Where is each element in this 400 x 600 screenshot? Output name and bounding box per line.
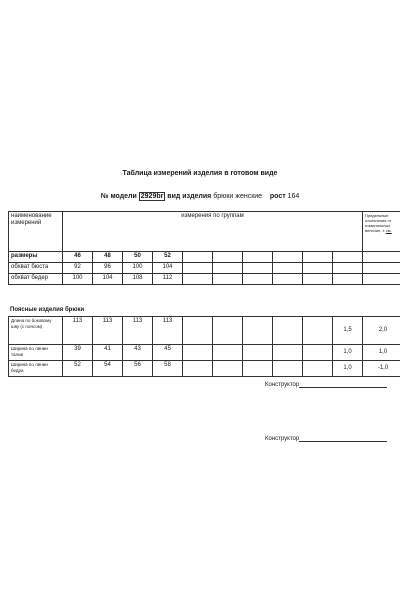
empty-cell <box>363 263 400 274</box>
empty-cell <box>273 361 303 377</box>
name-header: наименование измерений <box>9 212 63 252</box>
type-value: брюки женские <box>213 193 263 200</box>
empty-cell <box>303 263 333 274</box>
row-label: Длина по боковому шву (с поясом) <box>9 317 63 345</box>
empty-cell <box>243 317 273 345</box>
signature-line <box>299 381 387 388</box>
tolerance-header-text: Предельные отклонения от номинальных величин, ± <box>365 213 392 233</box>
tolerance-cell: -1,0 <box>363 361 400 377</box>
sizes-row <box>9 252 400 263</box>
empty-cell <box>333 252 363 263</box>
size-cell: 52 <box>153 252 183 263</box>
empty-cell <box>303 274 333 285</box>
empty-cell <box>183 252 213 263</box>
section-title: Поясные изделия брюки <box>10 307 85 313</box>
empty-cell <box>303 317 333 345</box>
empty-cell <box>183 317 213 345</box>
empty-cell <box>273 274 303 285</box>
empty-cell <box>273 263 303 274</box>
table-row <box>9 263 400 274</box>
tolerance-cell: 1,0 <box>363 345 400 361</box>
empty-cell <box>213 317 243 345</box>
empty-cell <box>243 252 273 263</box>
model-label: № модели <box>100 193 137 200</box>
row-label: обхват бедер <box>9 274 63 285</box>
value-cell: 45 <box>153 345 183 361</box>
constructor-label: Конструктор <box>265 436 300 442</box>
row-label: обхват бюста <box>9 263 63 274</box>
empty-cell <box>183 274 213 285</box>
measurements-table <box>8 211 400 285</box>
value-cell: 112 <box>153 274 183 285</box>
value-cell: 52 <box>63 361 93 377</box>
value-cell: 58 <box>153 361 183 377</box>
tolerance-cell: 1,5 <box>333 317 363 345</box>
height-label: рост <box>269 193 286 200</box>
empty-cell <box>363 274 400 285</box>
document-title: Таблица измерений изделия в готовом виде <box>122 170 278 177</box>
row-label: Ширина по линии бедра <box>9 361 63 377</box>
empty-cell <box>273 345 303 361</box>
empty-cell <box>183 361 213 377</box>
empty-cell <box>183 263 213 274</box>
empty-cell <box>213 345 243 361</box>
trousers-table <box>8 316 400 377</box>
value-cell: 113 <box>63 317 93 345</box>
table-row <box>9 361 400 377</box>
empty-cell <box>213 263 243 274</box>
model-info-line <box>0 193 400 200</box>
signature-line <box>299 435 387 442</box>
value-cell: 41 <box>93 345 123 361</box>
empty-cell <box>213 274 243 285</box>
empty-cell <box>213 361 243 377</box>
sizes-label: размеры <box>9 252 63 263</box>
empty-cell <box>303 252 333 263</box>
empty-cell <box>243 274 273 285</box>
value-cell: 113 <box>153 317 183 345</box>
constructor-label: Конструктор <box>265 382 300 388</box>
empty-cell <box>303 345 333 361</box>
value-cell: 113 <box>93 317 123 345</box>
table-row <box>9 317 400 345</box>
value-cell: 100 <box>123 263 153 274</box>
constructor-signature-2 <box>265 435 387 442</box>
model-number: 2929br <box>140 193 164 200</box>
tolerance-cell: 2,0 <box>363 317 400 345</box>
empty-cell <box>273 317 303 345</box>
empty-cell <box>303 361 333 377</box>
value-cell: 43 <box>123 345 153 361</box>
row-label: Ширина по линии талии <box>9 345 63 361</box>
table-row <box>9 345 400 361</box>
value-cell: 96 <box>93 263 123 274</box>
empty-cell <box>333 274 363 285</box>
size-cell: 50 <box>123 252 153 263</box>
value-cell: 56 <box>123 361 153 377</box>
value-cell: 113 <box>123 317 153 345</box>
value-cell: 39 <box>63 345 93 361</box>
size-cell: 46 <box>63 252 93 263</box>
table-header-row <box>9 212 400 252</box>
height-value: 164 <box>287 193 300 200</box>
groups-header: измерения по группам <box>63 212 363 252</box>
value-cell: 104 <box>93 274 123 285</box>
empty-cell <box>183 345 213 361</box>
empty-cell <box>243 361 273 377</box>
tolerance-header-unit: см. <box>385 228 392 233</box>
value-cell: 54 <box>93 361 123 377</box>
empty-cell <box>243 263 273 274</box>
tolerance-cell: 1,0 <box>333 361 363 377</box>
table-row <box>9 274 400 285</box>
value-cell: 104 <box>153 263 183 274</box>
size-cell: 48 <box>93 252 123 263</box>
type-label: вид изделия <box>167 193 212 200</box>
empty-cell <box>363 252 400 263</box>
empty-cell <box>333 263 363 274</box>
empty-cell <box>243 345 273 361</box>
value-cell: 92 <box>63 263 93 274</box>
tolerance-cell: 1,0 <box>333 345 363 361</box>
constructor-signature-1 <box>265 381 387 388</box>
empty-cell <box>213 252 243 263</box>
value-cell: 100 <box>63 274 93 285</box>
tolerance-header <box>363 212 400 252</box>
empty-cell <box>273 252 303 263</box>
value-cell: 108 <box>123 274 153 285</box>
